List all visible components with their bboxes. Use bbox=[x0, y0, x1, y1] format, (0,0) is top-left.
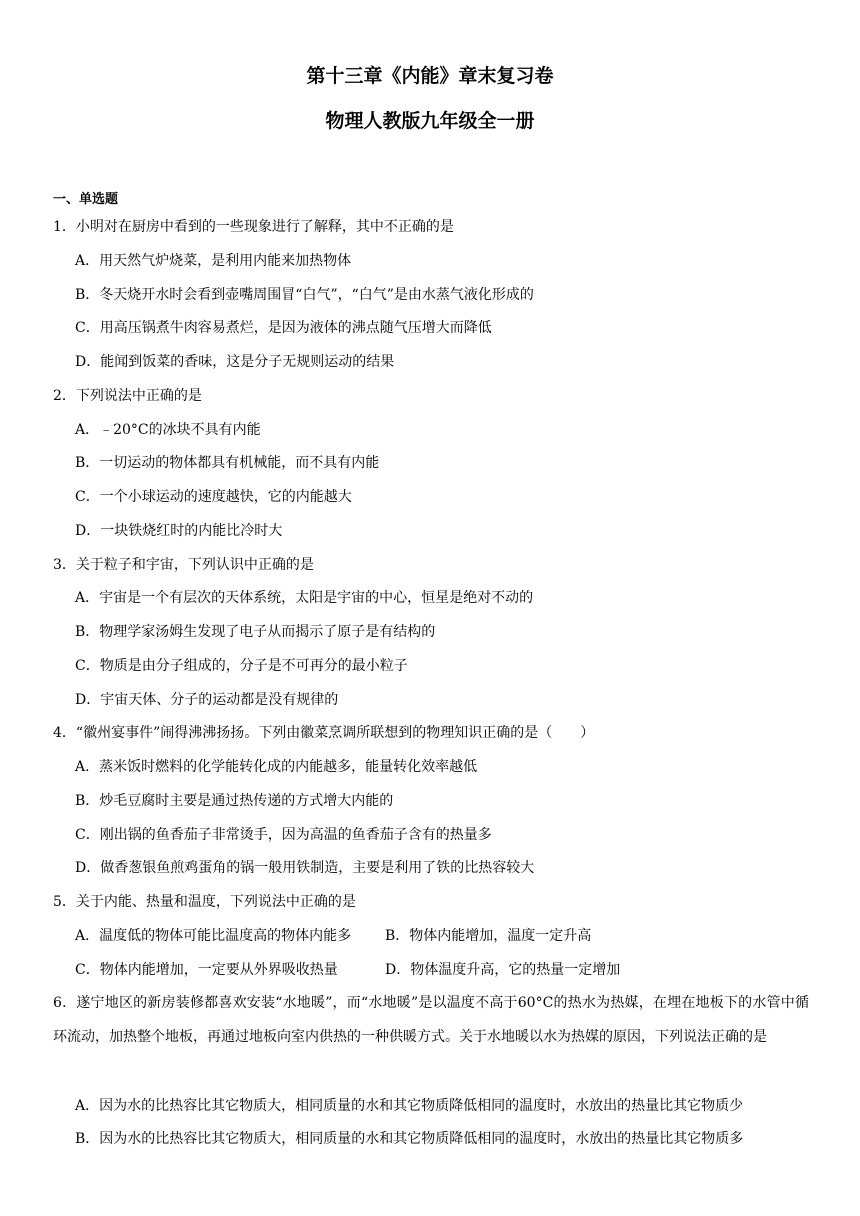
document-subtitle: 物理人教版九年级全一册 bbox=[325, 110, 535, 132]
question-1-stem: 1．小明对在厨房中看到的一些现象进行了解释，其中不正确的是 bbox=[53, 219, 454, 235]
question-3-option-b: B．物理学家汤姆生发现了电子从而揭示了原子是有结构的 bbox=[75, 624, 436, 640]
question-1-option-b: B．冬天烧开水时会看到壶嘴周围冒“白气”，“白气”是由水蒸气液化形成的 bbox=[75, 287, 534, 303]
question-2-stem: 2．下列说法中正确的是 bbox=[53, 388, 202, 404]
question-1-option-a: A．用天然气炉烧菜，是利用内能来加热物体 bbox=[75, 253, 352, 269]
question-4-stem: 4．“徽州宴事件”闹得沸沸扬扬。下列由徽菜烹调所联想到的物理知识正确的是（ ） bbox=[53, 725, 595, 741]
question-4-option-b: B．炒毛豆腐时主要是通过热传递的方式增大内能的 bbox=[75, 793, 394, 809]
question-4-option-d: D．做香葱银鱼煎鸡蛋角的锅一般用铁制造，主要是利用了铁的比热容较大 bbox=[75, 860, 535, 876]
question-2-option-a: A．﹣20°C的冰块不具有内能 bbox=[75, 422, 261, 438]
question-6-stem: 6．遂宁地区的新房装修都喜欢安装“水地暖”，而“水地暖”是以温度不高于60°C的热水为热媒，在埋在地板下的水管中循环流动，加热整个地板，再通过地板向室内供热的一种供暖方式。关于水地暖以水为热媒的原因，下列说法正确的是 bbox=[53, 995, 809, 1045]
question-5-option-c: C．物体内能增加，一定要从外界吸收热量 bbox=[75, 962, 338, 978]
question-3-option-d: D．宇宙天体、分子的运动都是没有规律的 bbox=[75, 692, 339, 708]
question-6-option-b: B．因为水的比热容比其它物质大，相同质量的水和其它物质降低相同的温度时，水放出的热量比其它物质多 bbox=[75, 1131, 744, 1147]
question-2-option-d: D．一块铁烧红时的内能比冷时大 bbox=[75, 523, 283, 539]
question-3-option-a: A．宇宙是一个有层次的天体系统，太阳是宇宙的中心，恒星是绝对不动的 bbox=[75, 590, 534, 606]
question-5-option-d: D．物体温度升高，它的热量一定增加 bbox=[385, 962, 621, 978]
question-3-option-c: C．物质是由分子组成的，分子是不可再分的最小粒子 bbox=[75, 658, 408, 674]
question-4-option-c: C．刚出锅的鱼香茄子非常烫手，因为高温的鱼香茄子含有的热量多 bbox=[75, 827, 492, 843]
question-4-option-a: A．蒸米饭时燃料的化学能转化成的内能越多，能量转化效率越低 bbox=[75, 759, 478, 775]
question-5-option-a: A．温度低的物体可能比温度高的物体内能多 bbox=[75, 928, 352, 944]
question-1-option-d: D．能闻到饭菜的香味，这是分子无规则运动的结果 bbox=[75, 354, 395, 370]
question-5-stem: 5．关于内能、热量和温度，下列说法中正确的是 bbox=[53, 894, 356, 910]
document-title: 第十三章《内能》章末复习卷 bbox=[306, 65, 554, 87]
question-2-option-c: C．一个小球运动的速度越快，它的内能越大 bbox=[75, 489, 352, 505]
question-1-option-c: C．用高压锅煮牛肉容易煮烂，是因为液体的沸点随气压增大而降低 bbox=[75, 320, 492, 336]
question-3-stem: 3．关于粒子和宇宙，下列认识中正确的是 bbox=[53, 557, 314, 573]
section-heading: 一、单选题 bbox=[53, 192, 119, 207]
question-6-option-a: A．因为水的比热容比其它物质大，相同质量的水和其它物质降低相同的温度时，水放出的热量比其它物质少 bbox=[75, 1098, 744, 1114]
question-5-option-b: B．物体内能增加，温度一定升高 bbox=[385, 928, 592, 944]
question-2-option-b: B．一切运动的物体都具有机械能，而不具有内能 bbox=[75, 455, 380, 471]
